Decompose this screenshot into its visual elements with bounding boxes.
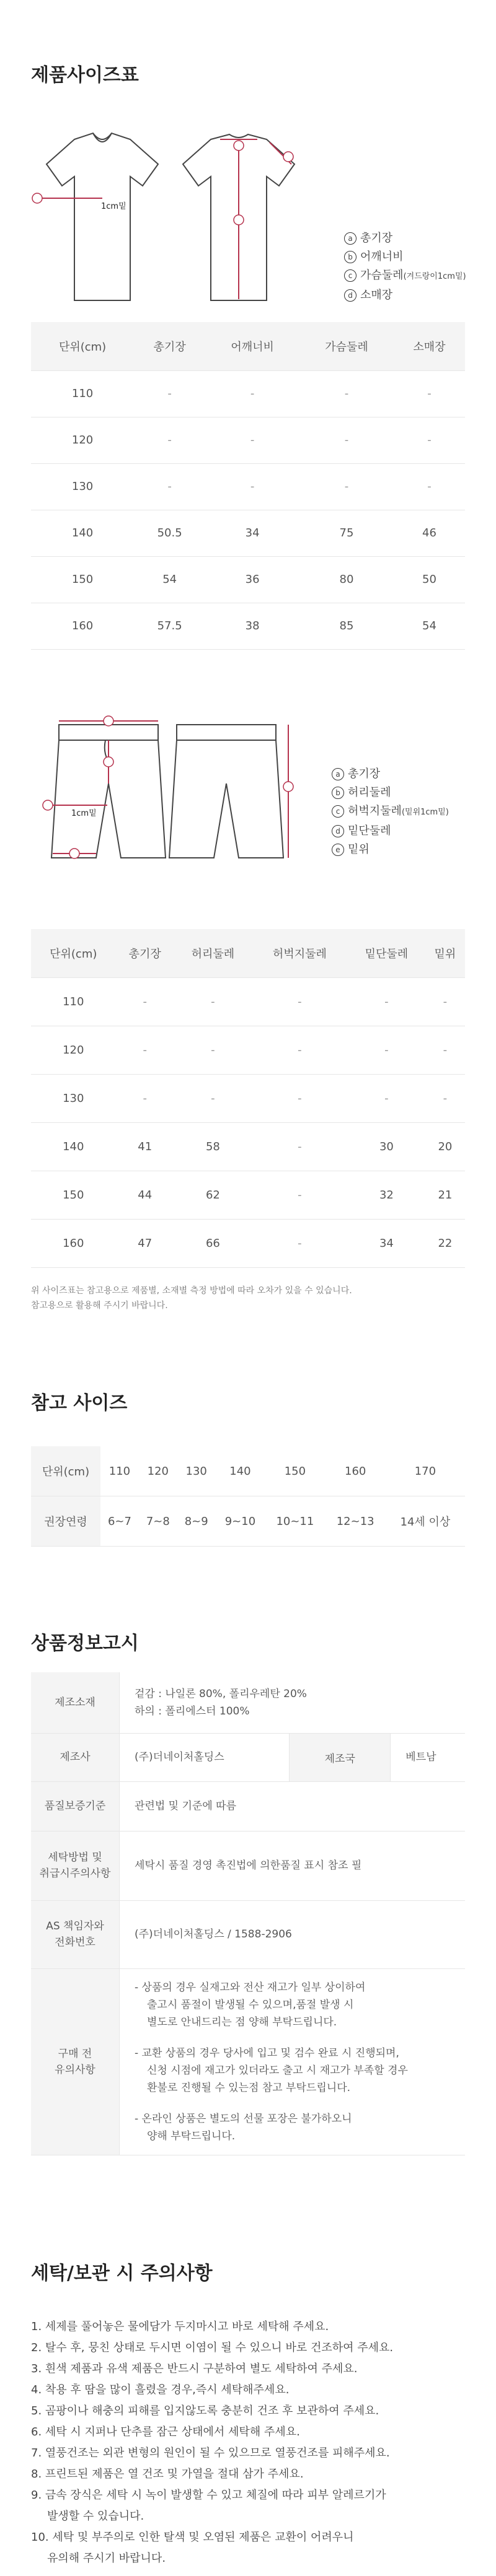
table-row: 150 44 62 - 32 21 (31, 1171, 465, 1219)
table-row: 150 54 36 80 50 (31, 556, 465, 603)
table-row: AS 책임자와 전화번호 (주)더네이처홀딩스 / 1588-2906 (31, 1900, 465, 1968)
table-row: 130 - - - - - (31, 1074, 465, 1122)
diagram-label: 1cm밑 (71, 809, 97, 818)
legend-item: a 총기장 (344, 229, 466, 248)
product-info-title: 상품정보고시 (31, 1633, 139, 1654)
size-chart-title: 제품사이즈표 (31, 64, 139, 86)
table-row: 제조소재 겉감 : 나일론 80%, 폴리우레탄 20% 하의 : 폴리에스터 100% (31, 1672, 465, 1733)
list-item: 3. 흰색 제품과 유색 제품은 반드시 구분하여 별도 세탁하여 주세요. (31, 2362, 358, 2375)
table-row: 160 57.5 38 85 54 (31, 603, 465, 649)
legend-item: e 밑위 (332, 840, 449, 859)
tshirt-diagram (31, 127, 310, 313)
table-row: 160 47 66 - 34 22 (31, 1219, 465, 1267)
table-row: 단위(cm) 110 120 130 140 150 160 170 (31, 1446, 465, 1496)
bottom-size-table: 단위(cm) 총기장 허리둘레 허벅지둘레 밑단둘레 밑위 110 - - - - - 120 - - - - - 130 - - - - - 140 41 58 - 30 20 150 44 62 - 32 21 160 47 66 - 34 22 (31, 929, 465, 1268)
table-row: 130 - - - - (31, 463, 465, 510)
bottom-legend (332, 765, 449, 859)
list-item: 8. 프린트된 제품은 열 건조 및 가열을 절대 삼가 주세요. (31, 2468, 304, 2481)
legend-item: a 총기장 (332, 765, 449, 784)
care-list (31, 2316, 465, 2569)
list-item: 10. 세탁 및 부주의로 인한 탈색 및 오염된 제품은 교환이 어려우니 유의해 주시기 바랍니다. (31, 2531, 354, 2565)
legend-item: c 가슴둘레(겨드랑이1cm밑) (344, 266, 466, 286)
legend-item: c 허벅지둘레(밑위1cm밑) (332, 802, 449, 822)
table-row: 구매 전 유의사항 - 상품의 경우 실재고와 전산 재고가 일부 상이하여 출고시 품절이 발생될 수 있으며,품절 발생 시 별도로 안내드리는 점 양해 부탁드립니다. - 교환 상품의 경우 당사에 입고 및 검수 완료 시 진행되며, 신청 시점에 재고가 있더라도 출고 시 재고가 부족할 경우 환불로 진행될 수 있는점 참고 부탁드립니다. - 온라인 상품은 별도의 선물 포장은 불가하오니 양해 부탁드립니다. (31, 1968, 465, 2155)
legend-item: d 소매장 (344, 286, 466, 305)
table-row: 세탁방법 및 취급시주의사항 세탁시 품질 경영 촉진법에 의한품질 표시 참조 필 (31, 1831, 465, 1900)
legend-item: d 밑단둘레 (332, 822, 449, 840)
table-row: 140 41 58 - 30 20 (31, 1122, 465, 1171)
care-title: 세탁/보관 시 주의사항 (31, 2263, 213, 2284)
list-item: 5. 곰팡이나 해충의 피해를 입지않도록 충분히 건조 후 보관하여 주세요. (31, 2404, 379, 2417)
list-item: 2. 탈수 후, 뭉친 상태로 두시면 이염이 될 수 있으니 바로 건조하여 주세요. (31, 2341, 394, 2354)
top-size-table: 단위(cm) 총기장 어깨너비 가슴둘레 소매장 110 - - - - 120 - - - - 130 - - - - 140 50.5 34 75 46 150 54 36 80 50 160 57.5 38 85 54 (31, 322, 465, 650)
caution-list: - 상품의 경우 실재고와 전산 재고가 일부 상이하여 출고시 품절이 발생될 수 있으며,품절 발생 시 별도로 안내드리는 점 양해 부탁드립니다. - 교환 상품의 경우 당사에 입고 및 검수 완료 시 진행되며, 신청 시점에 재고가 있더라도 출고 시 재고가 부족할 경우 환불로 진행될 수 있는점 참고 부탁드립니다. - 온라인 상품은 별도의 선물 포장은 불가하오니 양해 부탁드립니다. (135, 1981, 408, 2142)
list-item: 9. 금속 장식은 세탁 시 녹이 발생할 수 있고 체질에 따라 피부 알레르기가 발생할 수 있습니다. (31, 2489, 386, 2523)
list-item: 6. 세탁 시 지퍼나 단추를 잠근 상태에서 세탁해 주세요. (31, 2425, 300, 2438)
shorts-diagram (34, 712, 313, 867)
product-info-table (31, 1672, 465, 2155)
legend-item: b 허리둘레 (332, 784, 449, 802)
table-row: 110 - - - - (31, 370, 465, 417)
table-row: 140 50.5 34 75 46 (31, 510, 465, 556)
legend-item: b 어깨너비 (344, 248, 466, 266)
table-row: 120 - - - - - (31, 1026, 465, 1074)
list-item: 1. 세제를 풀어놓은 물에담가 두지마시고 바로 세탁해 주세요. (31, 2320, 329, 2333)
top-legend (344, 229, 466, 305)
size-note: 위 사이즈표는 참고용으로 제품별, 소재별 측정 방법에 따라 오차가 있을 수 있습니다. 참고용으로 활용해 주시기 바랍니다. (31, 1286, 352, 1311)
table-row: 품질보증기준 관련법 및 기준에 따름 (31, 1781, 465, 1831)
reference-size-table (31, 1446, 465, 1547)
table-row: 권장연령 6~7 7~8 8~9 9~10 10~11 12~13 14세 이상 (31, 1496, 465, 1547)
diagram-label: 1cm밑 (101, 202, 126, 211)
reference-size-title: 참고 사이즈 (31, 1392, 128, 1414)
table-row: 110 - - - - - (31, 977, 465, 1026)
list-item: 4. 착용 후 땀을 많이 흘렸을 경우,즉시 세탁해주세요. (31, 2383, 290, 2396)
table-row: 제조사 (주)더네이처홀딩스 제조국 베트남 (31, 1733, 465, 1781)
list-item: 7. 열풍건조는 외관 변형의 원인이 될 수 있으므로 열풍건조를 피해주세요. (31, 2447, 390, 2460)
table-row: 120 - - - - (31, 417, 465, 463)
